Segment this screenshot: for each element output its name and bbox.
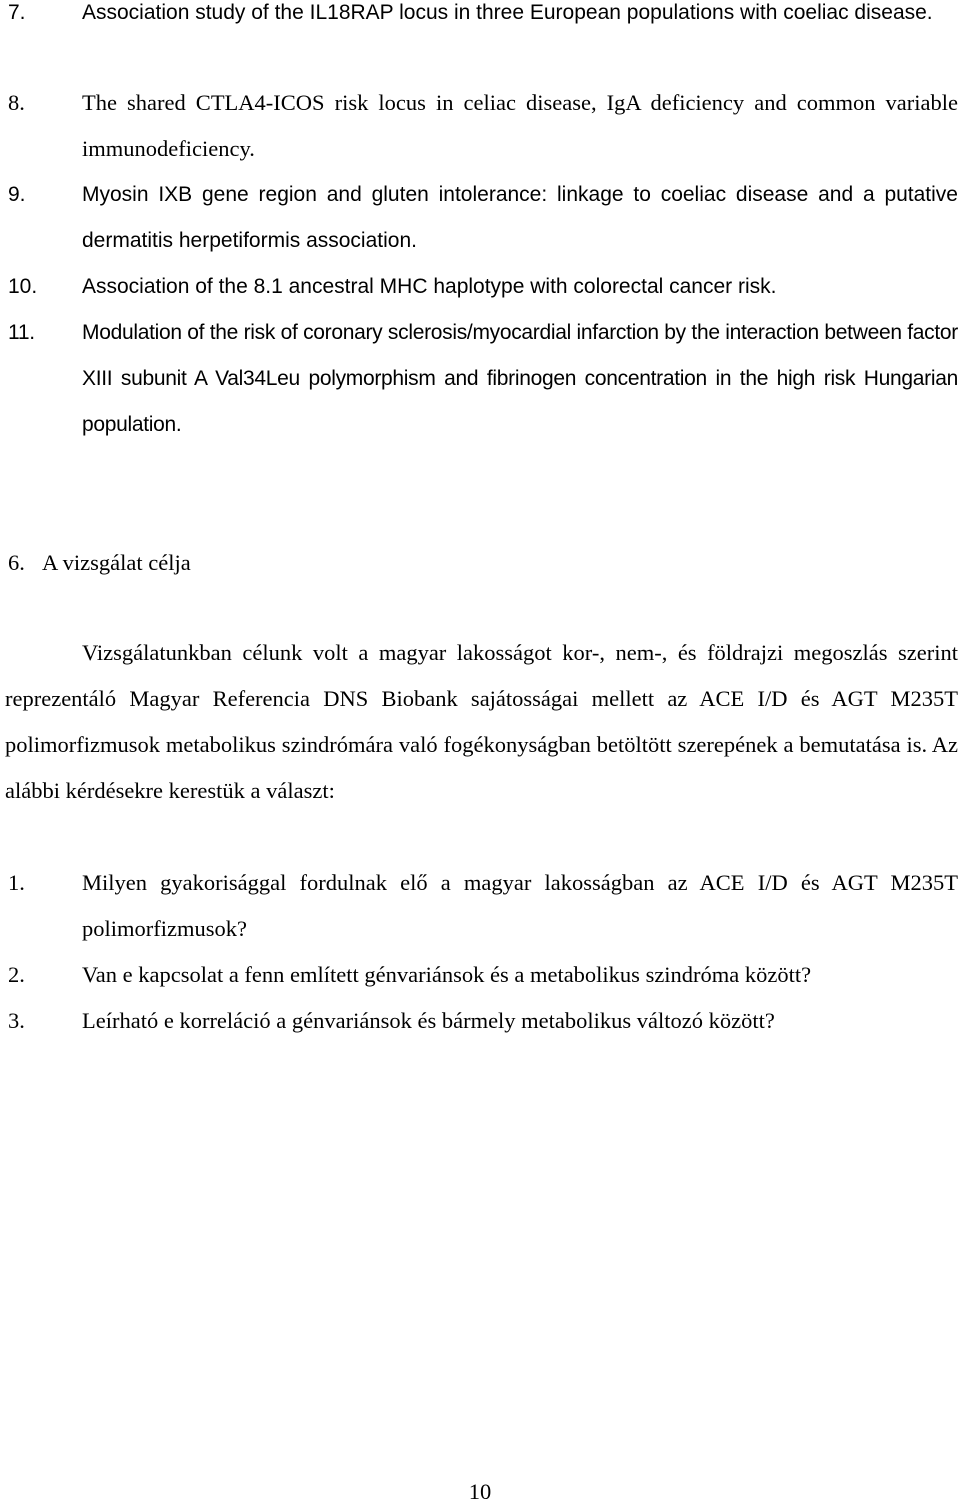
reference-text: Association study of the IL18RAP locus in three European populations with coeliac disease. [82, 1, 933, 24]
question-text: Leírható e korreláció a génvariánsok és bármely metabolikus változó között? [82, 1008, 775, 1033]
reference-item-11 [8, 310, 958, 448]
reference-item-9 [8, 172, 958, 264]
question-list [8, 860, 958, 1044]
reference-number: 11. [8, 321, 35, 344]
reference-number: 9. [8, 183, 26, 206]
reference-number: 8. [8, 90, 25, 115]
question-item-1 [8, 860, 958, 952]
reference-number: 7. [8, 1, 26, 24]
question-number: 2. [8, 962, 25, 987]
reference-number: 10. [8, 275, 38, 298]
reference-text: Association of the 8.1 ancestral MHC haplotype with colorectal cancer risk. [82, 275, 777, 298]
reference-item-10 [8, 264, 958, 310]
reference-item-7 [8, 0, 958, 36]
reference-text: The shared CTLA4-ICOS risk locus in celiac disease, IgA deficiency and common variable immunodeficiency. [82, 90, 958, 161]
section-title: A vizsgálat célja [42, 550, 191, 575]
body-paragraph: Vizsgálatunkban célunk volt a magyar lakosságot kor-, nem-, és földrajzi megoszlás szerint reprezentáló Magyar Referencia DNS Biobank sajátosságai mellett az ACE I/D és AGT M235T polimorfizmusok metabolikus szindrómára való fogékonyságban betöltött szerepének a bemutatása is. Az alábbi kérdésekre kerestük a választ: [5, 640, 958, 803]
reference-text: Myosin IXB gene region and gluten intolerance: linkage to coeliac disease and a putative dermatitis herpetiformis association. [82, 183, 958, 252]
reference-item-8 [8, 80, 958, 172]
question-item-3 [8, 998, 958, 1044]
page-number: 10 [468, 1479, 492, 1504]
question-number: 1. [8, 870, 25, 895]
question-number: 3. [8, 1008, 25, 1033]
question-text: Milyen gyakorisággal fordulnak elő a magyar lakosságban az ACE I/D és AGT M235T polimorfizmusok? [82, 870, 958, 941]
reference-text: Modulation of the risk of coronary sclerosis/myocardial infarction by the interaction between factor XIII subunit A Val34Leu polymorphism and fibrinogen concentration in the high risk Hungarian population. [82, 321, 958, 436]
question-text: Van e kapcsolat a fenn említett génvariánsok és a metabolikus szindróma között? [82, 962, 812, 987]
section-heading [8, 540, 191, 586]
question-item-2 [8, 952, 958, 998]
section-number: 6. [8, 550, 25, 575]
